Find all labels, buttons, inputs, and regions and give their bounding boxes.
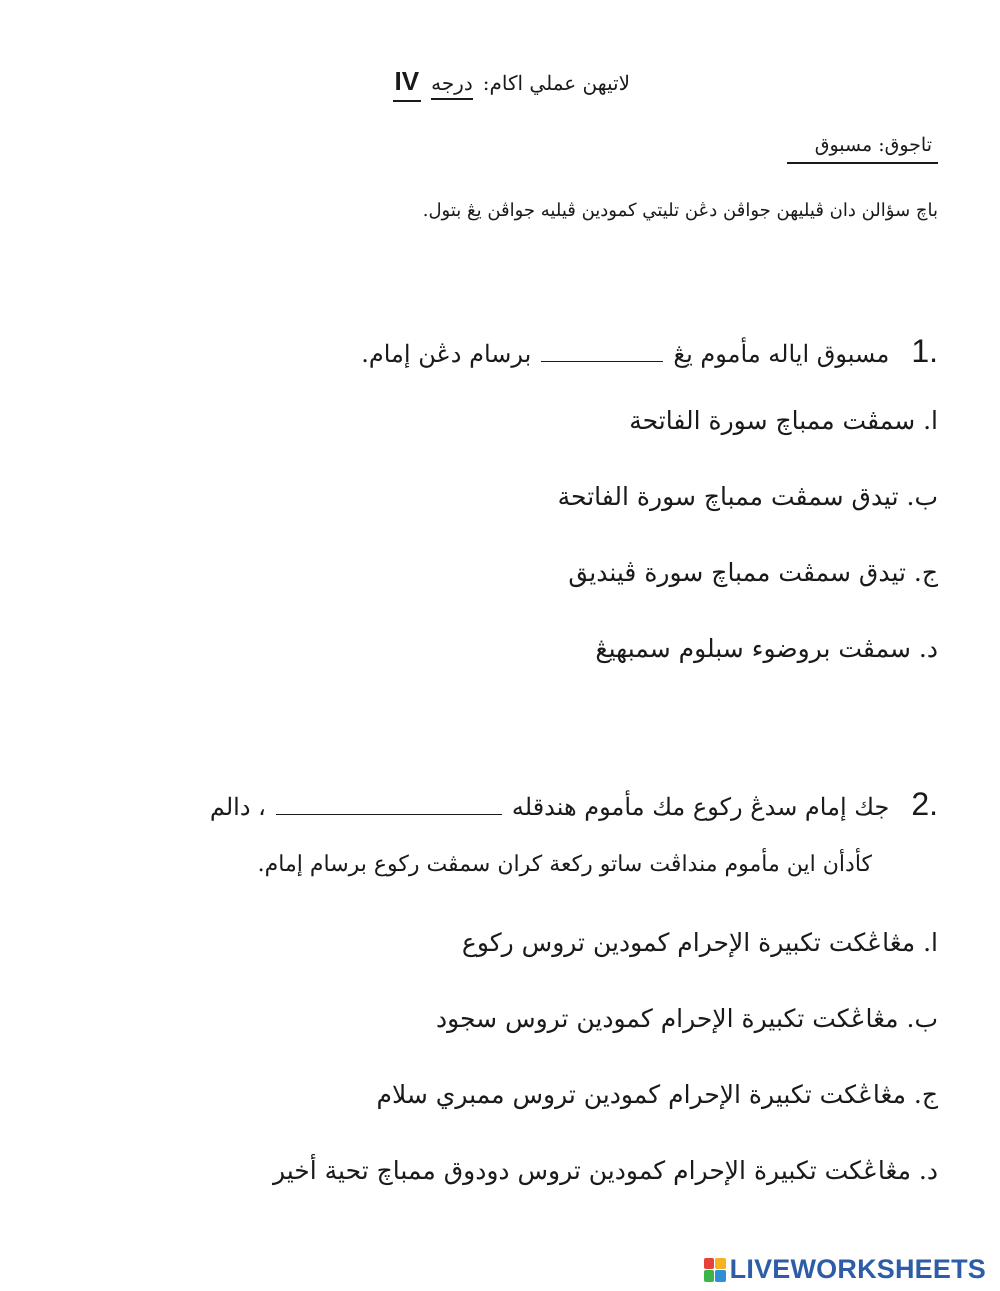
logo-tile [715, 1258, 726, 1270]
answer-blank[interactable] [541, 360, 663, 362]
question-text-start: جك إمام سدڠ ركوع مك مأموم هندقله [511, 793, 890, 821]
option-d[interactable]: د. سمڤت بروضوء سبلوم سمبهيڠ [595, 634, 938, 663]
question-text-end: ، دالم [209, 793, 266, 821]
watermark-text: LIVEWORKSHEETS [729, 1254, 986, 1284]
liveworksheets-watermark [704, 1254, 986, 1285]
liveworksheets-logo-icon [704, 1258, 726, 1282]
logo-tile [715, 1270, 726, 1282]
logo-tile [704, 1270, 715, 1282]
question-1 [361, 333, 938, 370]
answer-blank[interactable] [276, 813, 502, 815]
question-number: 2. [911, 786, 938, 822]
option-a[interactable]: ا. مڠاڠكت تكبيرة الإحرام كمودين تروس ركوع [461, 928, 938, 957]
instructions-text: باچ سؤالن دان ڤيليهن جواڤن دڠن تليتي كمودين ڤيليه جواڤن يڠ بتول. [422, 200, 938, 221]
question-2-line-2: كأدأن اين مأموم منداڤت ساتو ركعة كران سمڤت ركوع برسام إمام. [257, 852, 872, 877]
question-number: 1. [911, 333, 938, 369]
topic-title: تاجوق: مسبوق [787, 134, 938, 164]
worksheet-header [393, 66, 630, 102]
logo-tile [704, 1258, 715, 1270]
grade-label: درجه [431, 71, 473, 100]
option-a[interactable]: ا. سمڤت ممباچ سورة الفاتحة [629, 406, 938, 435]
option-b[interactable]: ب. تيدق سمڤت ممباچ سورة الفاتحة [557, 482, 938, 511]
grade-number: IV [393, 66, 422, 102]
subject-label: لاتيهن عملي اكام: [482, 71, 630, 95]
question-text-start: مسبوق اياله مأموم يڠ [673, 340, 890, 368]
question-2 [210, 786, 938, 823]
option-b[interactable]: ب. مڠاڠكت تكبيرة الإحرام كمودين تروس سجود [436, 1004, 938, 1033]
option-c[interactable]: ج. مڠاڠكت تكبيرة الإحرام كمودين تروس ممبري سلام [376, 1080, 938, 1109]
question-text-end: برسام دڠن إمام. [361, 340, 532, 368]
option-d[interactable]: د. مڠاڠكت تكبيرة الإحرام كمودين تروس دودوق ممباچ تحية أخير [272, 1156, 938, 1185]
option-c[interactable]: ج. تيدق سمڤت ممباچ سورة ڤينديق [568, 558, 938, 587]
